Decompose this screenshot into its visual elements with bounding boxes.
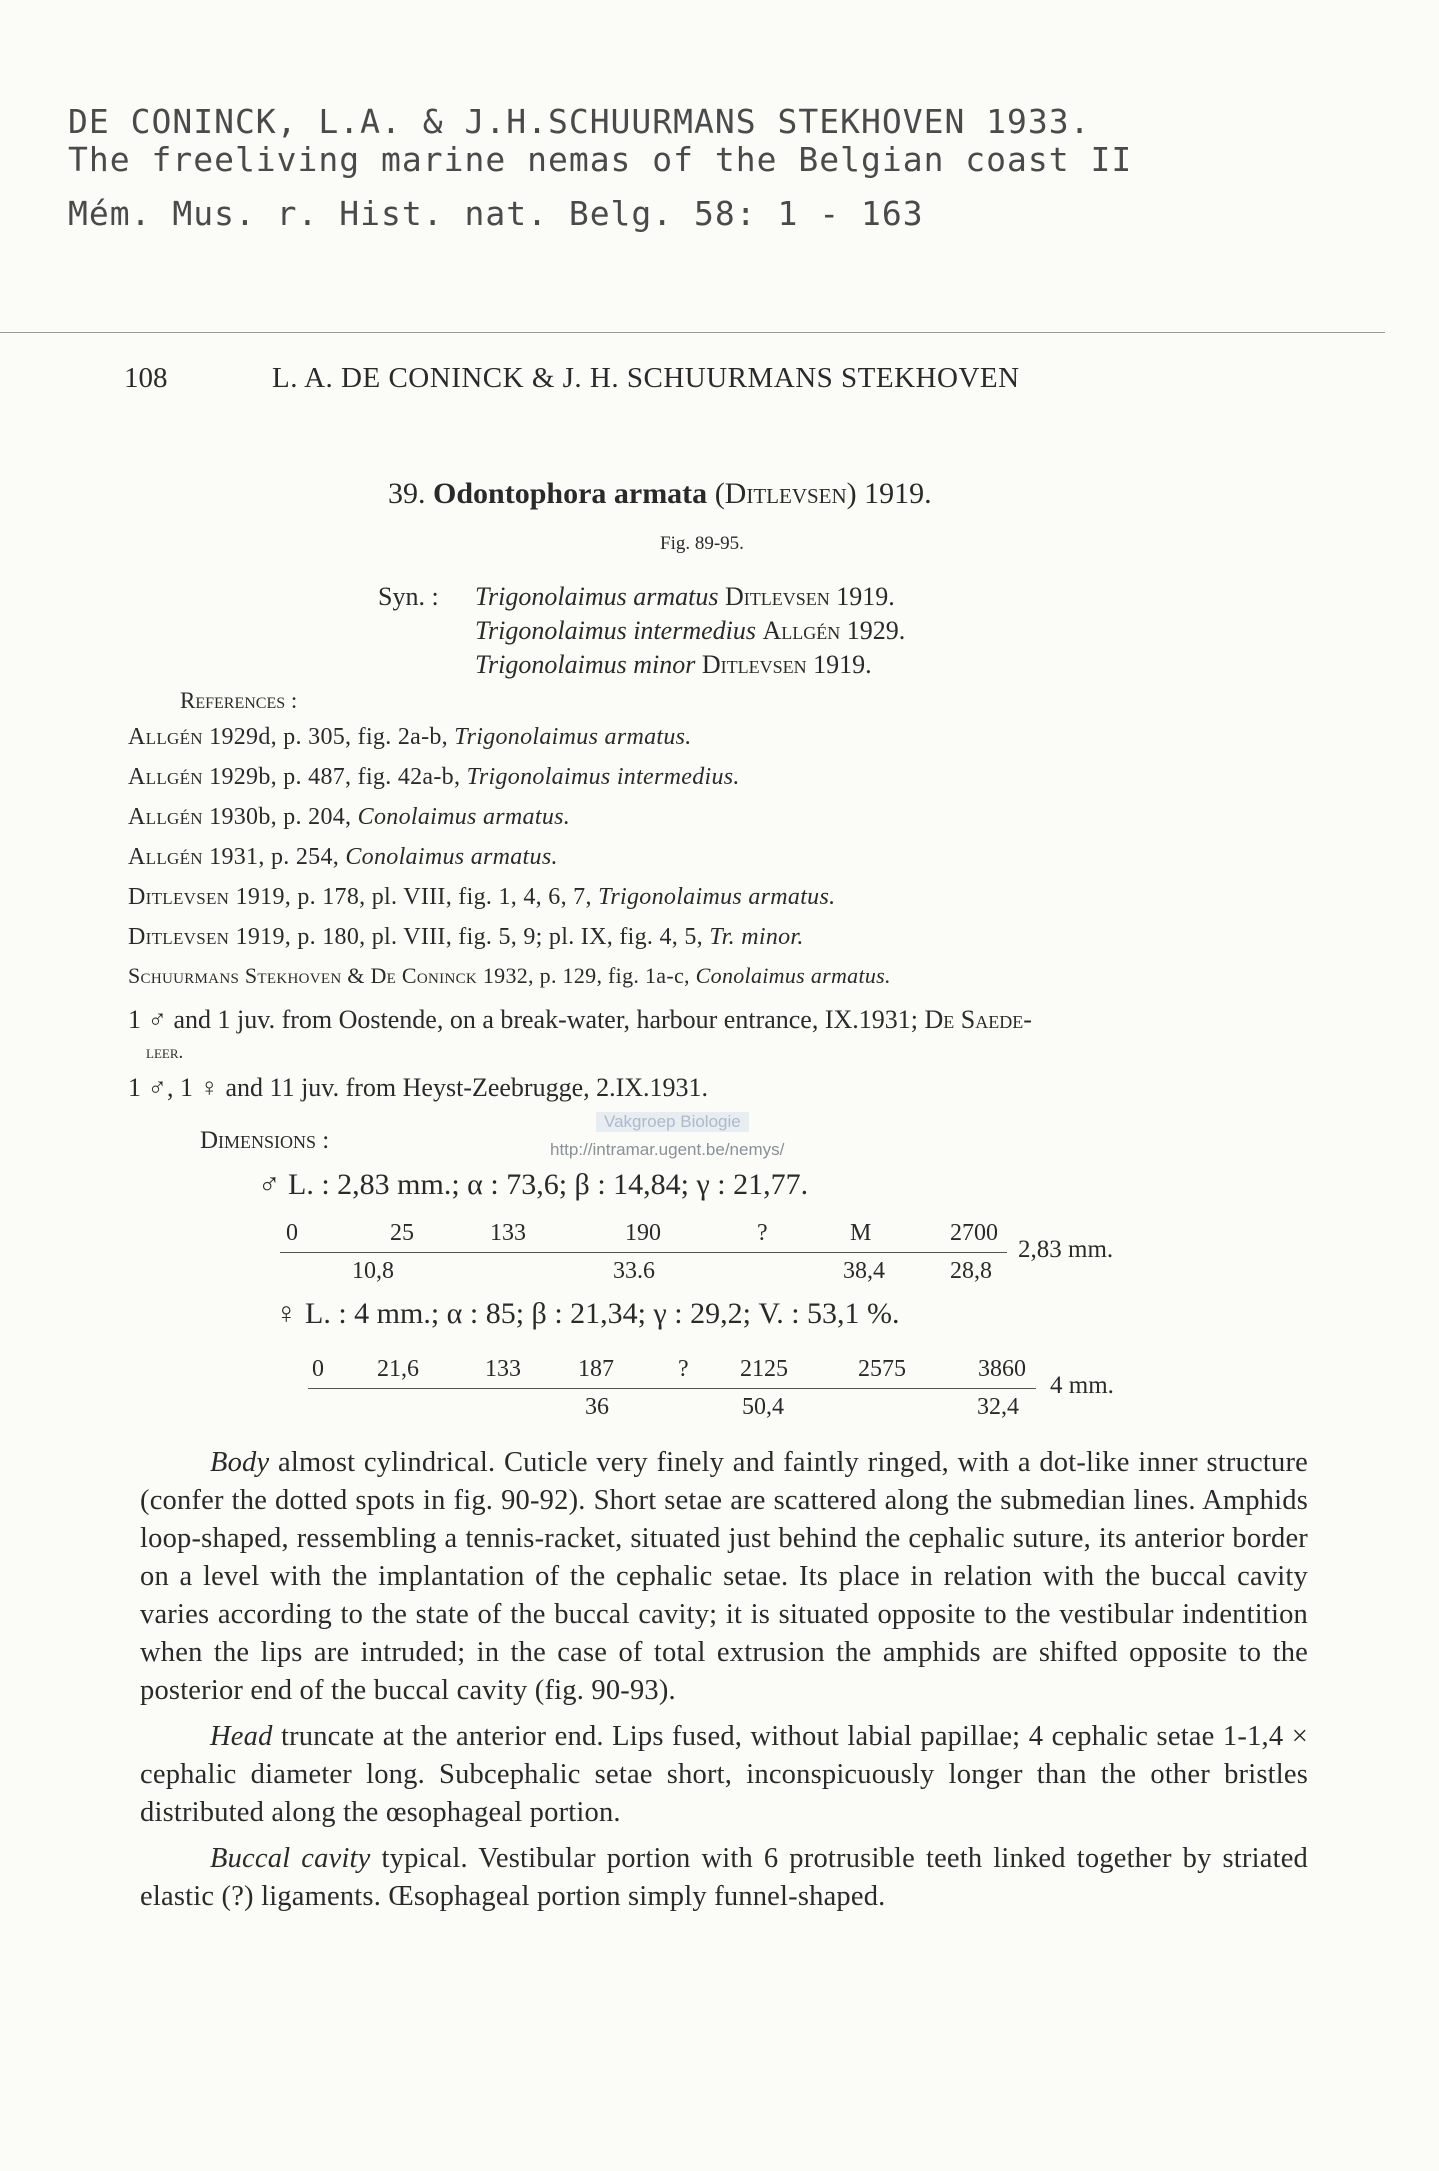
synonym-year: 1919.	[836, 582, 895, 611]
male-table-rule	[280, 1252, 1007, 1253]
female-top-cell: 2125	[740, 1356, 788, 1382]
page-number: 108	[124, 362, 168, 394]
male-top-cell: M	[850, 1220, 872, 1246]
body-paragraph: Body almost cylindrical. Cuticle very finely and faintly ringed, with a dot-like inner structure (confer the dotted spots in fig. 90-92). Short setae are scattered along the submedian lines. Amphids loop-shaped, ressembling a tennis-racket, situated just behind the cephalic suture, its anterior border on a level with the implantation of the cephalic setae. Its place in relation with the buccal cavity varies according to the state of the buccal cavity; it is situated opposite to the vestibular indentition when the lips are intruded; in the case of total extrusion the amphids are shifted opposite to the posterior end of the buccal cavity (fig. 90-93).	[140, 1447, 1308, 1706]
female-formula: ♀ L. : 4 mm.; α : 85; β : 21,34; γ : 29,2; V. : 53,1 %.	[275, 1297, 900, 1330]
male-bottom-cell: 28,8	[950, 1258, 992, 1284]
reference-item: Ditlevsen 1919, p. 178, pl. VIII, fig. 1, 4, 6, 7, Trigonolaimus armatus.	[128, 884, 836, 910]
synonym-author: Ditlevsen	[724, 582, 830, 611]
figure-reference: Fig. 89-95.	[660, 533, 744, 554]
male-top-cell: 25	[390, 1220, 414, 1246]
male-bottom-cell: 38,4	[843, 1258, 885, 1284]
female-top-cell: 3860	[978, 1356, 1026, 1382]
buccal-cavity-paragraph: Buccal cavity typical. Vestibular portion with 6 protrusible teeth linked together by striated elastic (?) ligaments. Œsophageal portion simply funnel-shaped.	[140, 1843, 1308, 1912]
dimensions-label: Dimensions :	[200, 1127, 330, 1154]
female-top-cell: 2575	[858, 1356, 906, 1382]
citation-line-3: Mém. Mus. r. Hist. nat. Belg. 58: 1 - 163	[68, 194, 924, 233]
female-total-length: 4 mm.	[1050, 1372, 1114, 1399]
female-table-rule	[308, 1388, 1036, 1389]
male-total-length: 2,83 mm.	[1018, 1236, 1114, 1263]
species-number: 39.	[388, 477, 426, 510]
material-line-1-cont: leer.	[146, 1042, 184, 1063]
male-bottom-cell: 10,8	[352, 1258, 394, 1284]
citation-line-1: DE CONINCK, L.A. & J.H.SCHUURMANS STEKHOVEN 1933.	[68, 102, 1091, 141]
running-header-authors: L. A. DE CONINCK & J. H. SCHUURMANS STEKHOVEN	[272, 362, 1020, 394]
references-label: References :	[180, 688, 298, 713]
male-top-cell: 133	[490, 1220, 526, 1246]
synonym-author: Allgén	[762, 616, 841, 645]
synonym-name: Trigonolaimus intermedius	[475, 616, 756, 645]
reference-item: Allgén 1929b, p. 487, fig. 42a-b, Trigonolaimus intermedius.	[128, 764, 740, 790]
female-top-cell: 133	[485, 1356, 521, 1382]
synonym-name: Trigonolaimus armatus	[475, 582, 719, 611]
female-top-cell: 0	[312, 1356, 324, 1382]
species-author: (Ditlevsen)	[714, 477, 857, 510]
watermark-text: Vakgroep Biologie	[596, 1112, 749, 1132]
page-separator	[0, 332, 1385, 333]
species-heading	[388, 477, 932, 511]
male-top-cell: 190	[625, 1220, 661, 1246]
synonym-item	[475, 616, 905, 646]
synonym-item	[475, 582, 895, 612]
male-bottom-cell: 33.6	[613, 1258, 655, 1284]
species-year: 1919.	[864, 477, 932, 510]
species-name: Odontophora armata	[433, 477, 708, 510]
female-bottom-cell: 32,4	[977, 1394, 1019, 1420]
synonym-item	[475, 650, 872, 680]
synonym-year: 1919.	[813, 650, 872, 679]
synonym-name: Trigonolaimus minor	[475, 650, 696, 679]
reference-item: Schuurmans Stekhoven & De Coninck 1932, p. 129, fig. 1a-c, Conolaimus armatus.	[128, 963, 891, 988]
head-paragraph: Head truncate at the anterior end. Lips fused, without labial papillae; 4 cephalic setae 1-1,4 × cephalic diameter long. Subcephalic setae short, inconspicuously longer than the other bristles distributed along the œsophageal portion.	[140, 1721, 1308, 1828]
synonym-author: Ditlevsen	[701, 650, 807, 679]
synonym-year: 1929.	[846, 616, 906, 645]
citation-line-2: The freeliving marine nemas of the Belgian coast II	[68, 140, 1133, 179]
female-bottom-cell: 50,4	[742, 1394, 784, 1420]
female-bottom-cell: 36	[585, 1394, 609, 1420]
female-top-cell: ?	[678, 1356, 689, 1382]
reference-item: Ditlevsen 1919, p. 180, pl. VIII, fig. 5, 9; pl. IX, fig. 4, 5, Tr. minor.	[128, 924, 804, 950]
material-line-2: 1 ♂, 1 ♀ and 11 juv. from Heyst-Zeebrugge, 2.IX.1931.	[128, 1073, 709, 1102]
material-line-1: 1 ♂ and 1 juv. from Oostende, on a break-water, harbour entrance, IX.1931; De Saede-	[128, 1005, 1032, 1034]
reference-item: Allgén 1930b, p. 204, Conolaimus armatus.	[128, 804, 571, 830]
reference-item: Allgén 1929d, p. 305, fig. 2a-b, Trigonolaimus armatus.	[128, 724, 692, 750]
male-formula: ♂ L. : 2,83 mm.; α : 73,6; β : 14,84; γ : 21,77.	[258, 1168, 809, 1201]
male-top-cell: 0	[286, 1220, 298, 1246]
male-top-cell: ?	[757, 1220, 768, 1246]
synonyms-label: Syn. :	[378, 582, 439, 611]
reference-item: Allgén 1931, p. 254, Conolaimus armatus.	[128, 844, 558, 870]
description-text	[140, 1444, 1308, 1916]
female-top-cell: 187	[578, 1356, 614, 1382]
watermark-url: http://intramar.ugent.be/nemys/	[550, 1140, 785, 1159]
male-top-cell: 2700	[950, 1220, 998, 1246]
female-top-cell: 21,6	[377, 1356, 419, 1382]
